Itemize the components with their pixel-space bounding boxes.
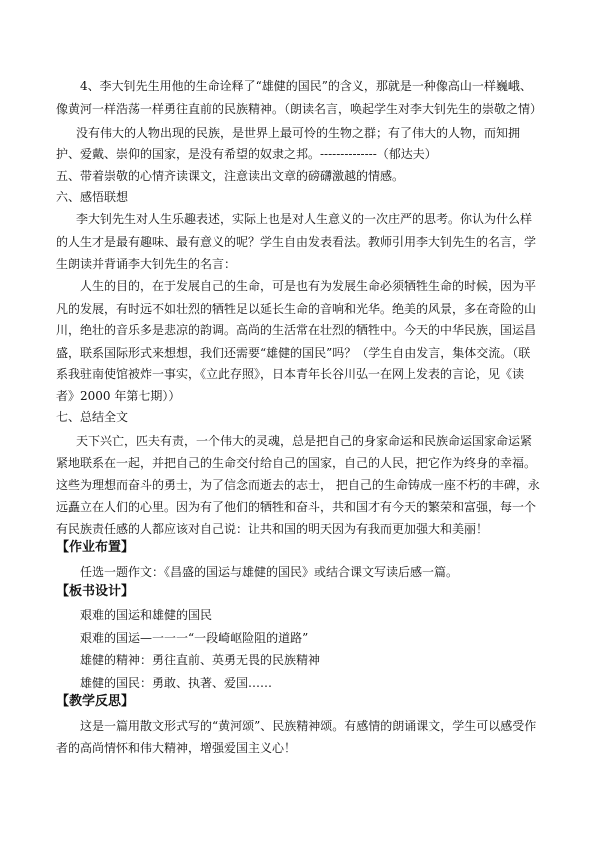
text-line: 这些为理想而奋斗的勇士，为了信念而逝去的志士， 把自己的生命铸成一座不朽的丰碑，永 [56, 478, 540, 492]
section-heading: 六、感悟联想 [56, 190, 129, 204]
board-item: 雄健的精神：勇往直前、英勇无畏的民族精神 [80, 653, 321, 667]
homework-text: 任选一题作文：《昌盛的国运与雄健的国民》或结合课文写读后感一篇。 [80, 565, 459, 579]
text-line: 有民族责任感的人都应该对自己说：让共和国的明天因为有我而更加强大和美丽！ [56, 522, 489, 536]
reflection-heading: 【教学反思】 [56, 694, 135, 709]
reflection-line: 者的高尚情怀和伟大精神，增强爱国主义心！ [56, 741, 297, 755]
text-line: 护、爱戴、崇仰的国家，是没有希望的奴隶之邦。--------------（郁达夫） [56, 147, 437, 161]
text-line: 紧地联系在一起，并把自己的生命交付给自己的国家，自己的人民，把它作为终身的幸福。 [56, 456, 537, 470]
text-line: 五、带着崇敬的心情齐读课文，注意读出文章的磅礴激越的情感。 [56, 169, 405, 183]
text-line: 天下兴亡，匹夫有责，一个伟大的灵魂，总是把自己的身家命运和民族命运国家命运紧 [76, 434, 533, 448]
reflection-line: 这是一篇用散文形式写的“黄河颂”、民族精神颂。有感情的朗诵课文，学生可以感受作 [80, 719, 537, 733]
homework-heading: 【作业布置】 [56, 540, 135, 555]
text-line: 像黄河一样浩荡一样勇往直前的民族精神。（朗读名言，唤起学生对李大钊先生的崇敬之情） [56, 102, 543, 116]
quote-line: 者》2000 年第七期）） [56, 389, 181, 403]
quote-line: 凡的发展，有时远不如壮烈的牺牲足以延长生命的音响和光华。绝美的风景，多在奇险的山 [56, 302, 537, 316]
text-line: 的人生才是最有趣味、最有意义的呢？学生自由发表看法。教师引用李大钊先生的名言，学 [56, 235, 537, 249]
text-line: 远矗立在人们的心里。因为有了他们的牺牲和奋斗，共和国才有今天的繁荣和富强，每一个 [56, 500, 537, 514]
quote-line: 盛，联系国际形式来想想，我们还需要“雄健的国民”吗？（学生自由发言，集体交流。（联 [56, 346, 531, 360]
quote-line: 人生的目的，在于发展自己的生命，可是也有为发展生命必须牺牲生命的时候，因为平 [80, 279, 537, 293]
board-item: 雄健的国民：勇敢、执著、爱国…… [80, 676, 273, 690]
text-line: 生朗读并背诵李大钊先生的名言： [56, 257, 237, 271]
board-heading: 【板书设计】 [56, 584, 135, 599]
board-item: 艰难的国运和雄健的国民 [80, 608, 213, 622]
quote-line: 系我驻南使馆被炸一事实，《立此存照》，日本青年长谷川弘一在网上发表的言论，见《读 [56, 367, 525, 381]
quote-line: 川，绝壮的音乐多是悲凉的韵调。高尚的生活常在壮烈的牺牲中。今天的中华民族，国运昌 [56, 323, 537, 337]
board-item: 艰难的国运—一一一“一段崎岖险阻的道路” [80, 631, 309, 645]
section-heading: 七、总结全文 [56, 410, 129, 424]
text-line: 没有伟大的人物出现的民族，是世界上最可怜的生物之群；有了伟大的人物，而知拥 [76, 126, 521, 140]
text-line: 4、李大钊先生用他的生命诠释了“雄健的国民”的含义，那就是一种像高山一样巍峨、 [80, 79, 532, 93]
text-line: 李大钊先生对人生乐趣表述，实际上也是对人生意义的一次庄严的思考。你认为什么样 [76, 212, 533, 226]
